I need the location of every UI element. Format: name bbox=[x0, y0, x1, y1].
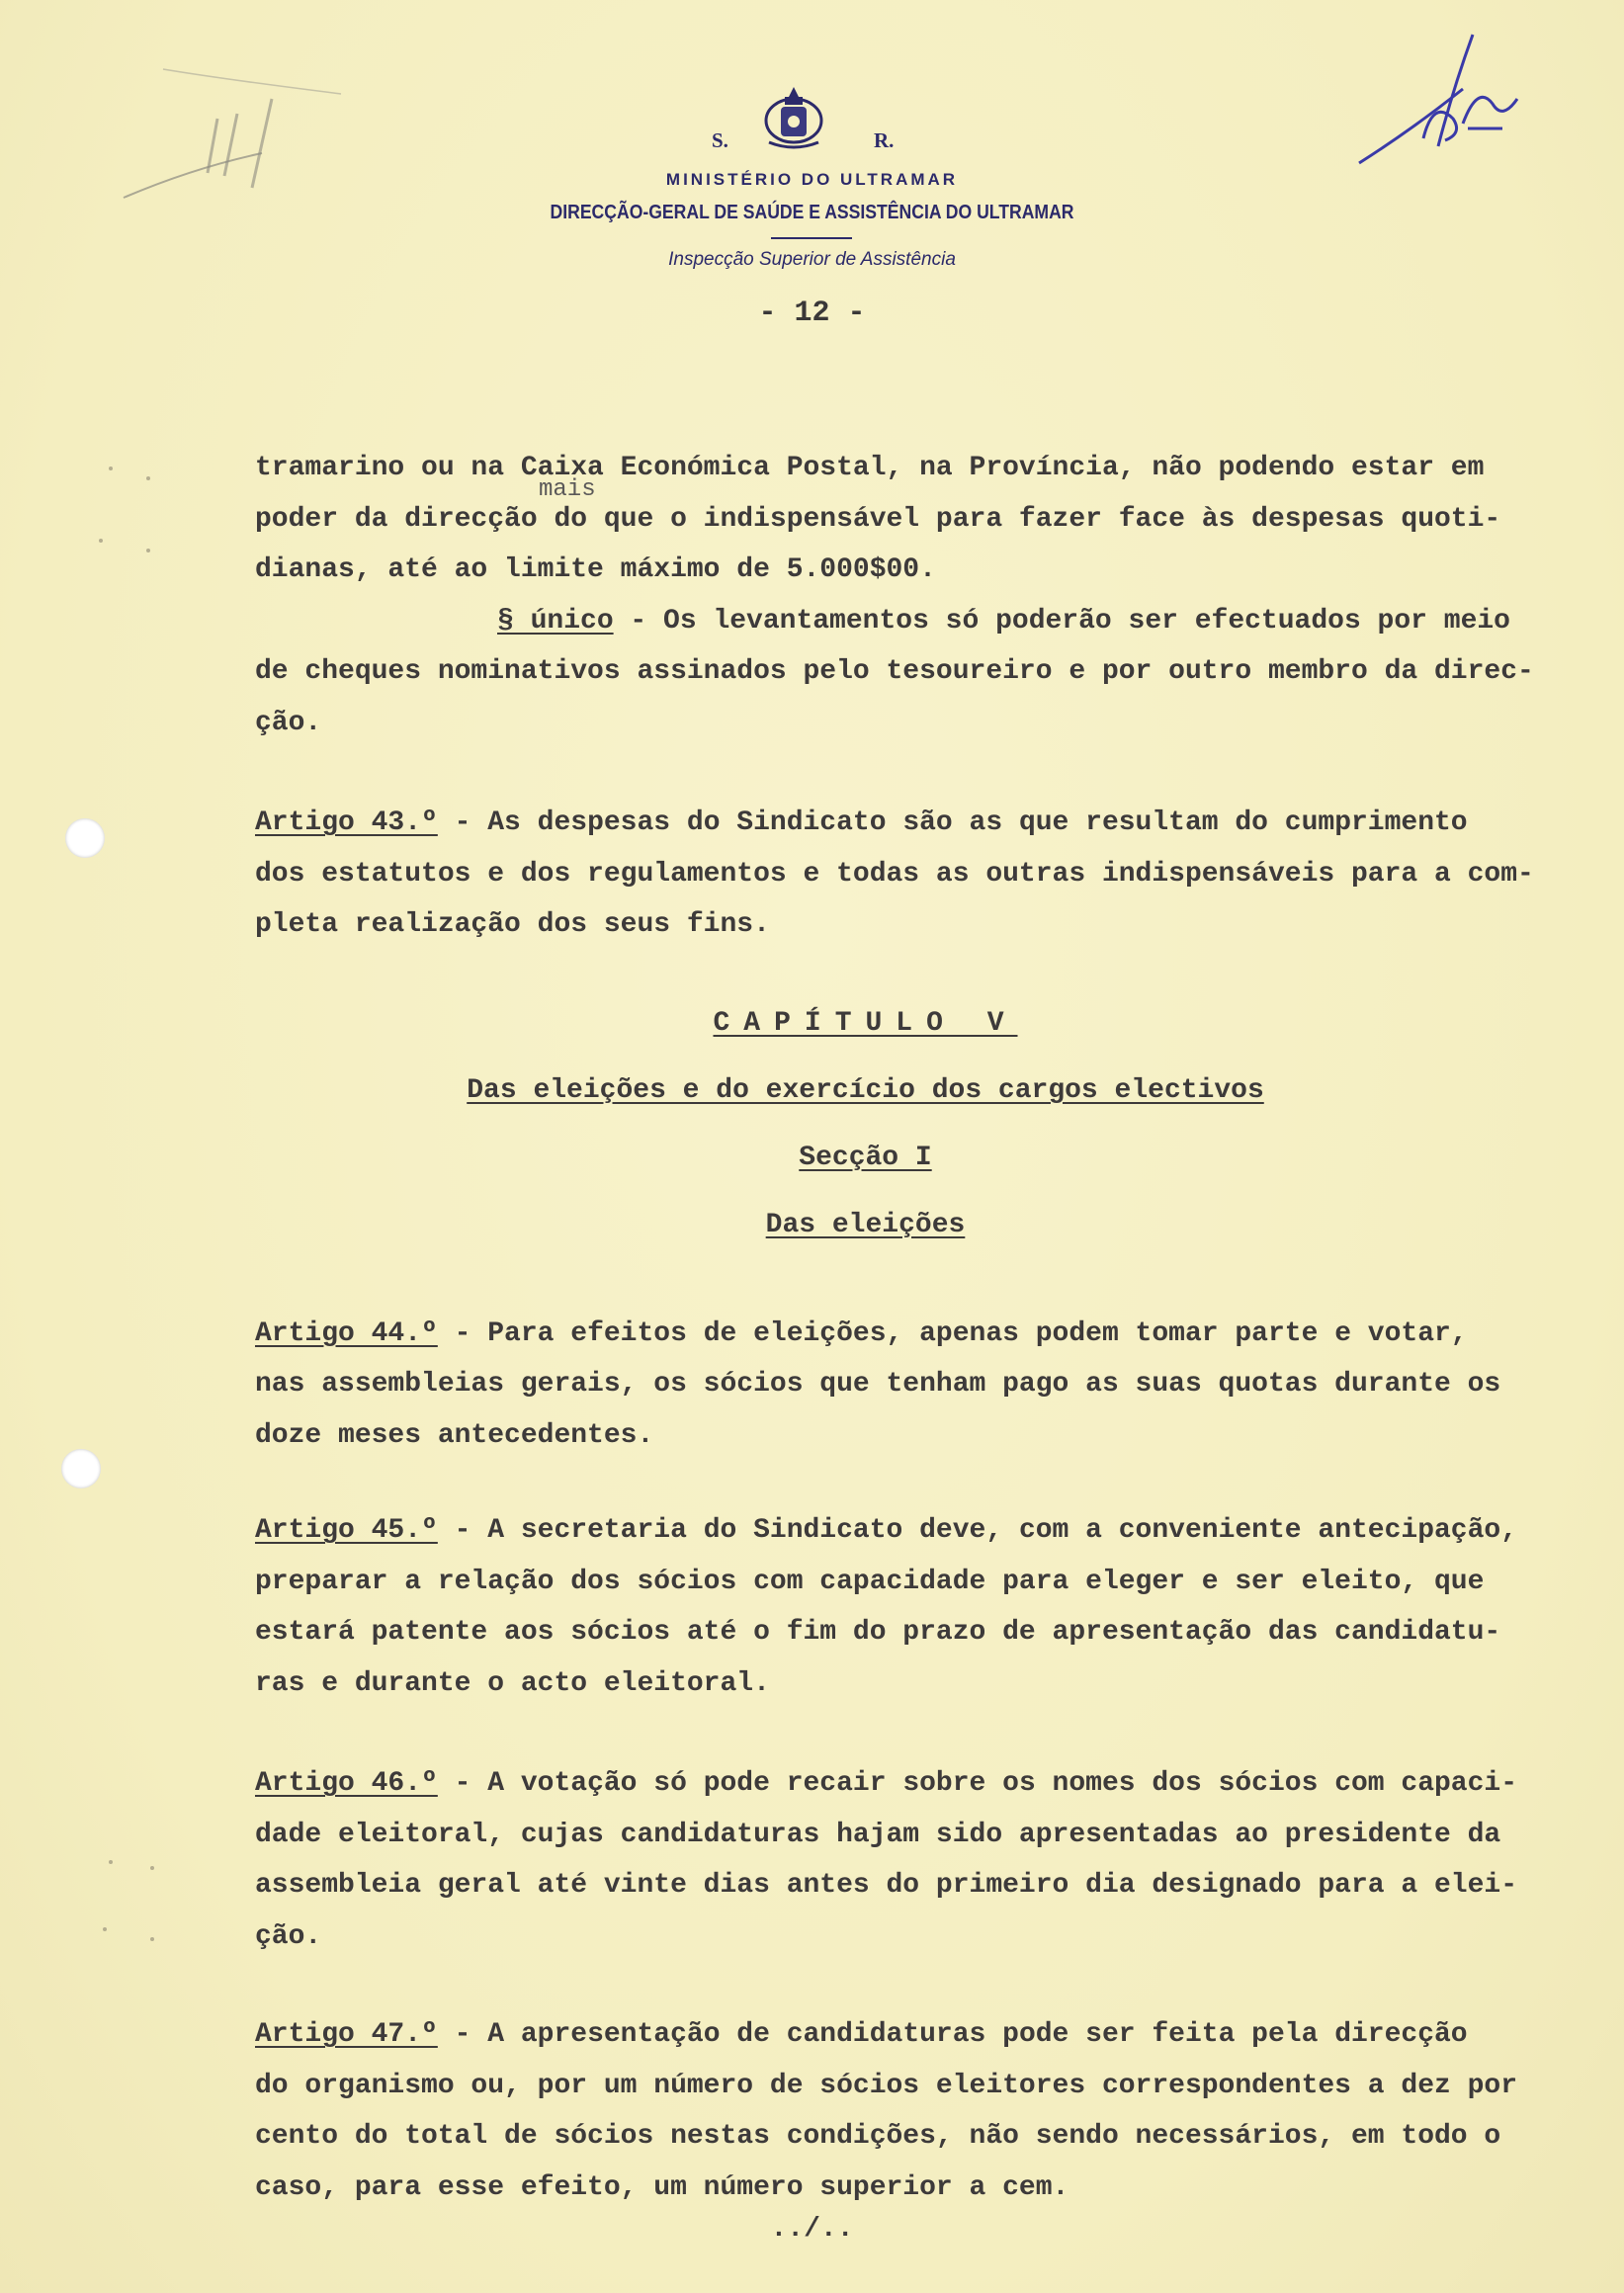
text-line: cento do total de sócios nestas condições, não sendo necessários, em todo o bbox=[255, 2121, 1501, 2152]
article-47 bbox=[255, 2009, 1584, 2213]
text-line: - As despesas do Sindicato são as que resultam do cumprimento bbox=[437, 807, 1468, 838]
text-line: - A secretaria do Sindicato deve, com a conveniente antecipação, bbox=[437, 1515, 1518, 1546]
text-line: ção. bbox=[255, 707, 322, 738]
text-line: estará patente aos sócios até o fim do prazo de apresentação das candidatu- bbox=[255, 1617, 1501, 1648]
speck bbox=[99, 539, 103, 543]
section-title bbox=[255, 1200, 1584, 1267]
speck bbox=[146, 549, 150, 552]
speck bbox=[109, 467, 113, 470]
text-line: dianas, até ao limite máximo de 5.000$00. bbox=[255, 554, 936, 585]
section-heading bbox=[255, 1133, 1584, 1200]
page-number: - 12 - bbox=[758, 297, 866, 330]
handwritten-initials-icon bbox=[1354, 30, 1522, 178]
text-line: pleta realização dos seus fins. bbox=[255, 909, 770, 940]
paragraph-unico bbox=[255, 596, 1584, 647]
article-44 bbox=[255, 1309, 1584, 1462]
section-number: Secção I bbox=[799, 1142, 932, 1173]
chapter-title: CAPÍTULO V bbox=[713, 1007, 1018, 1039]
inspection-subtitle: Inspecção Superior de Assistência bbox=[668, 249, 956, 270]
header-rule bbox=[771, 237, 852, 239]
text-line: nas assembleias gerais, os sócios que tenham pago as suas quotas durante os bbox=[255, 1369, 1501, 1400]
article-43 bbox=[255, 798, 1584, 951]
speck bbox=[109, 1860, 113, 1864]
continuation-paragraph bbox=[255, 443, 1584, 748]
text-line: preparar a relação dos sócios com capacidade para eleger e ser eleito, que bbox=[255, 1566, 1485, 1597]
chapter-subtitle bbox=[255, 1065, 1584, 1133]
text-line: dade eleitoral, cujas candidaturas hajam sido apresentadas ao presidente da bbox=[255, 1819, 1501, 1850]
sr-right-label: R. bbox=[874, 128, 895, 152]
text-line: - Os levantamentos só poderão ser efectuados por meio bbox=[613, 605, 1510, 637]
punch-hole-bottom bbox=[61, 1449, 101, 1488]
ministry-title: MINISTÉRIO DO ULTRAMAR bbox=[665, 170, 959, 189]
text-line: - A apresentação de candidaturas pode ser feita pela direcção bbox=[437, 2019, 1468, 2050]
speck bbox=[146, 476, 150, 480]
interlinear-correction: mais bbox=[539, 476, 596, 503]
article-label: Artigo 44.º bbox=[255, 1317, 438, 1349]
punch-hole-top bbox=[65, 818, 105, 858]
document-body bbox=[255, 443, 1584, 2213]
sr-left-label: S. bbox=[712, 128, 728, 152]
coat-of-arms-icon bbox=[763, 85, 824, 154]
text-line: poder da direcção do que o indispensável para fazer face às despesas quoti- bbox=[255, 503, 1501, 535]
unico-label: § único bbox=[497, 605, 614, 637]
speck bbox=[150, 1866, 154, 1870]
article-45 bbox=[255, 1505, 1584, 1709]
speck bbox=[150, 1937, 154, 1941]
chapter-subtitle-text: Das eleições e do exercício dos cargos electivos bbox=[467, 1074, 1264, 1106]
chapter-heading bbox=[255, 998, 1584, 1065]
directorate-title: DIRECÇÃO-GERAL DE SAÚDE E ASSISTÊNCIA DO ULTRAMAR bbox=[550, 202, 1074, 223]
text-line: tramarino ou na Caixa Económica Postal, na Província, não podendo estar em bbox=[255, 453, 1485, 483]
text-line: dos estatutos e dos regulamentos e todas as outras indispensáveis para a com- bbox=[255, 858, 1534, 890]
text-line: doze meses antecedentes. bbox=[255, 1419, 654, 1451]
text-line: do organismo ou, por um número de sócios eleitores correspondentes a dez por bbox=[255, 2070, 1518, 2101]
text-line: - Para efeitos de eleições, apenas podem tomar parte e votar, bbox=[437, 1317, 1468, 1349]
article-label: Artigo 46.º bbox=[255, 1768, 438, 1799]
article-label: Artigo 43.º bbox=[255, 807, 438, 838]
text-line: ras e durante o acto eleitoral. bbox=[255, 1667, 770, 1699]
article-46 bbox=[255, 1758, 1584, 1962]
article-label: Artigo 45.º bbox=[255, 1515, 438, 1546]
speck bbox=[103, 1927, 107, 1931]
text-line: caso, para esse efeito, um número superior a cem. bbox=[255, 2171, 1069, 2203]
article-label: Artigo 47.º bbox=[255, 2019, 438, 2050]
section-title-text: Das eleições bbox=[765, 1209, 966, 1240]
text-line: - A votação só pode recair sobre os nomes dos sócios com capaci- bbox=[437, 1768, 1518, 1799]
text-line: ção. bbox=[255, 1920, 322, 1952]
text-line: assembleia geral até vinte dias antes do primeiro dia designado para a elei- bbox=[255, 1870, 1518, 1901]
text-line: de cheques nominativos assinados pelo tesoureiro e por outro membro da direc- bbox=[255, 656, 1534, 687]
continuation-mark: ../.. bbox=[770, 2214, 854, 2245]
